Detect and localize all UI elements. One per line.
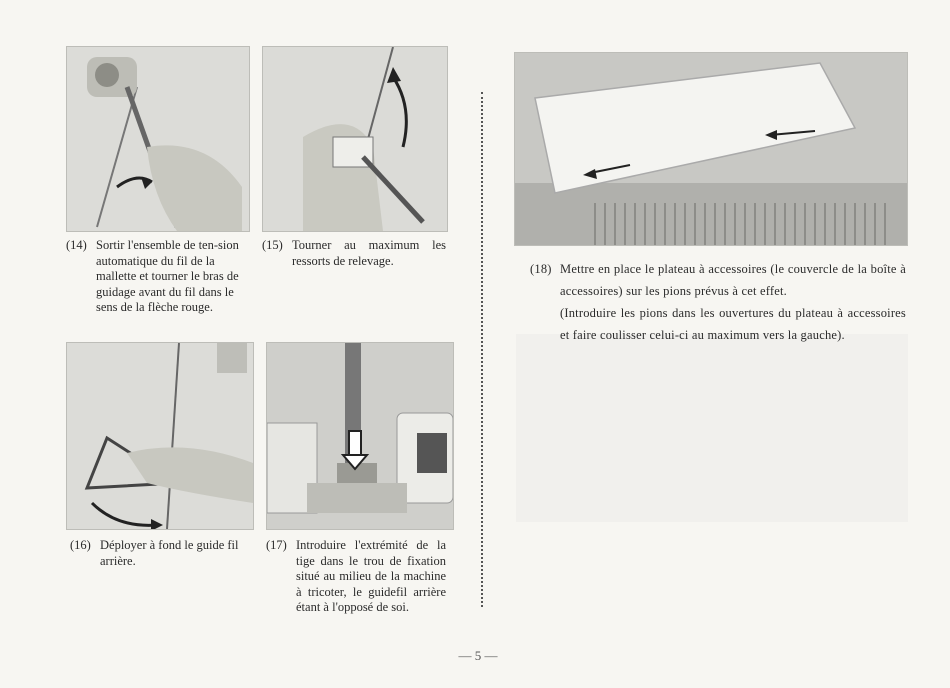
step-text: Déployer à fond le guide fil arrière. [100, 538, 239, 568]
photo-step-17 [266, 342, 454, 530]
step-text: Mettre en place le plateau à accessoires (le couvercle de la boîte à accessoires) sur les pions prévus à cet effet. [560, 262, 906, 298]
photo-step-18 [514, 52, 908, 246]
step-number: (17) [266, 538, 287, 552]
step-text: Introduire l'extrémité de la tige dans le trou de fixation situé au milieu de la machine à tricoter, le guidefil arrière étant à l'opposé de soi. [296, 538, 446, 614]
photo-step-14-illustration [67, 47, 249, 231]
photo-step-16 [66, 342, 254, 530]
step-text: Sortir l'ensemble de ten-sion automatique du fil de la mallette et tourner le bras de guidage avant du fil dans le sens de la flèche rouge. [96, 238, 239, 314]
caption-step-14 [66, 238, 250, 316]
page-number: — 5 — [458, 648, 498, 663]
show-through-area [516, 334, 908, 522]
photo-step-15 [262, 46, 448, 232]
step-text-note: (Introduire les pions dans les ouvertures du plateau à accessoires et faire coulisser celui-ci au maximum vers la gauche). [560, 306, 906, 342]
step-number: (15) [262, 238, 283, 252]
step-text: Tourner au maximum les ressorts de relevage. [292, 238, 446, 268]
caption-step-17 [266, 538, 446, 616]
photo-step-16-illustration [67, 343, 253, 529]
caption-step-15 [262, 238, 446, 269]
photo-step-18-illustration [515, 53, 907, 245]
photo-step-17-illustration [267, 343, 453, 529]
column-divider [481, 92, 483, 607]
caption-step-18 [530, 258, 906, 346]
photo-step-14 [66, 46, 250, 232]
step-number: (14) [66, 238, 87, 252]
photo-step-15-illustration [263, 47, 447, 231]
caption-step-16 [70, 538, 254, 569]
step-number: (16) [70, 538, 91, 552]
step-number: (18) [530, 262, 552, 276]
